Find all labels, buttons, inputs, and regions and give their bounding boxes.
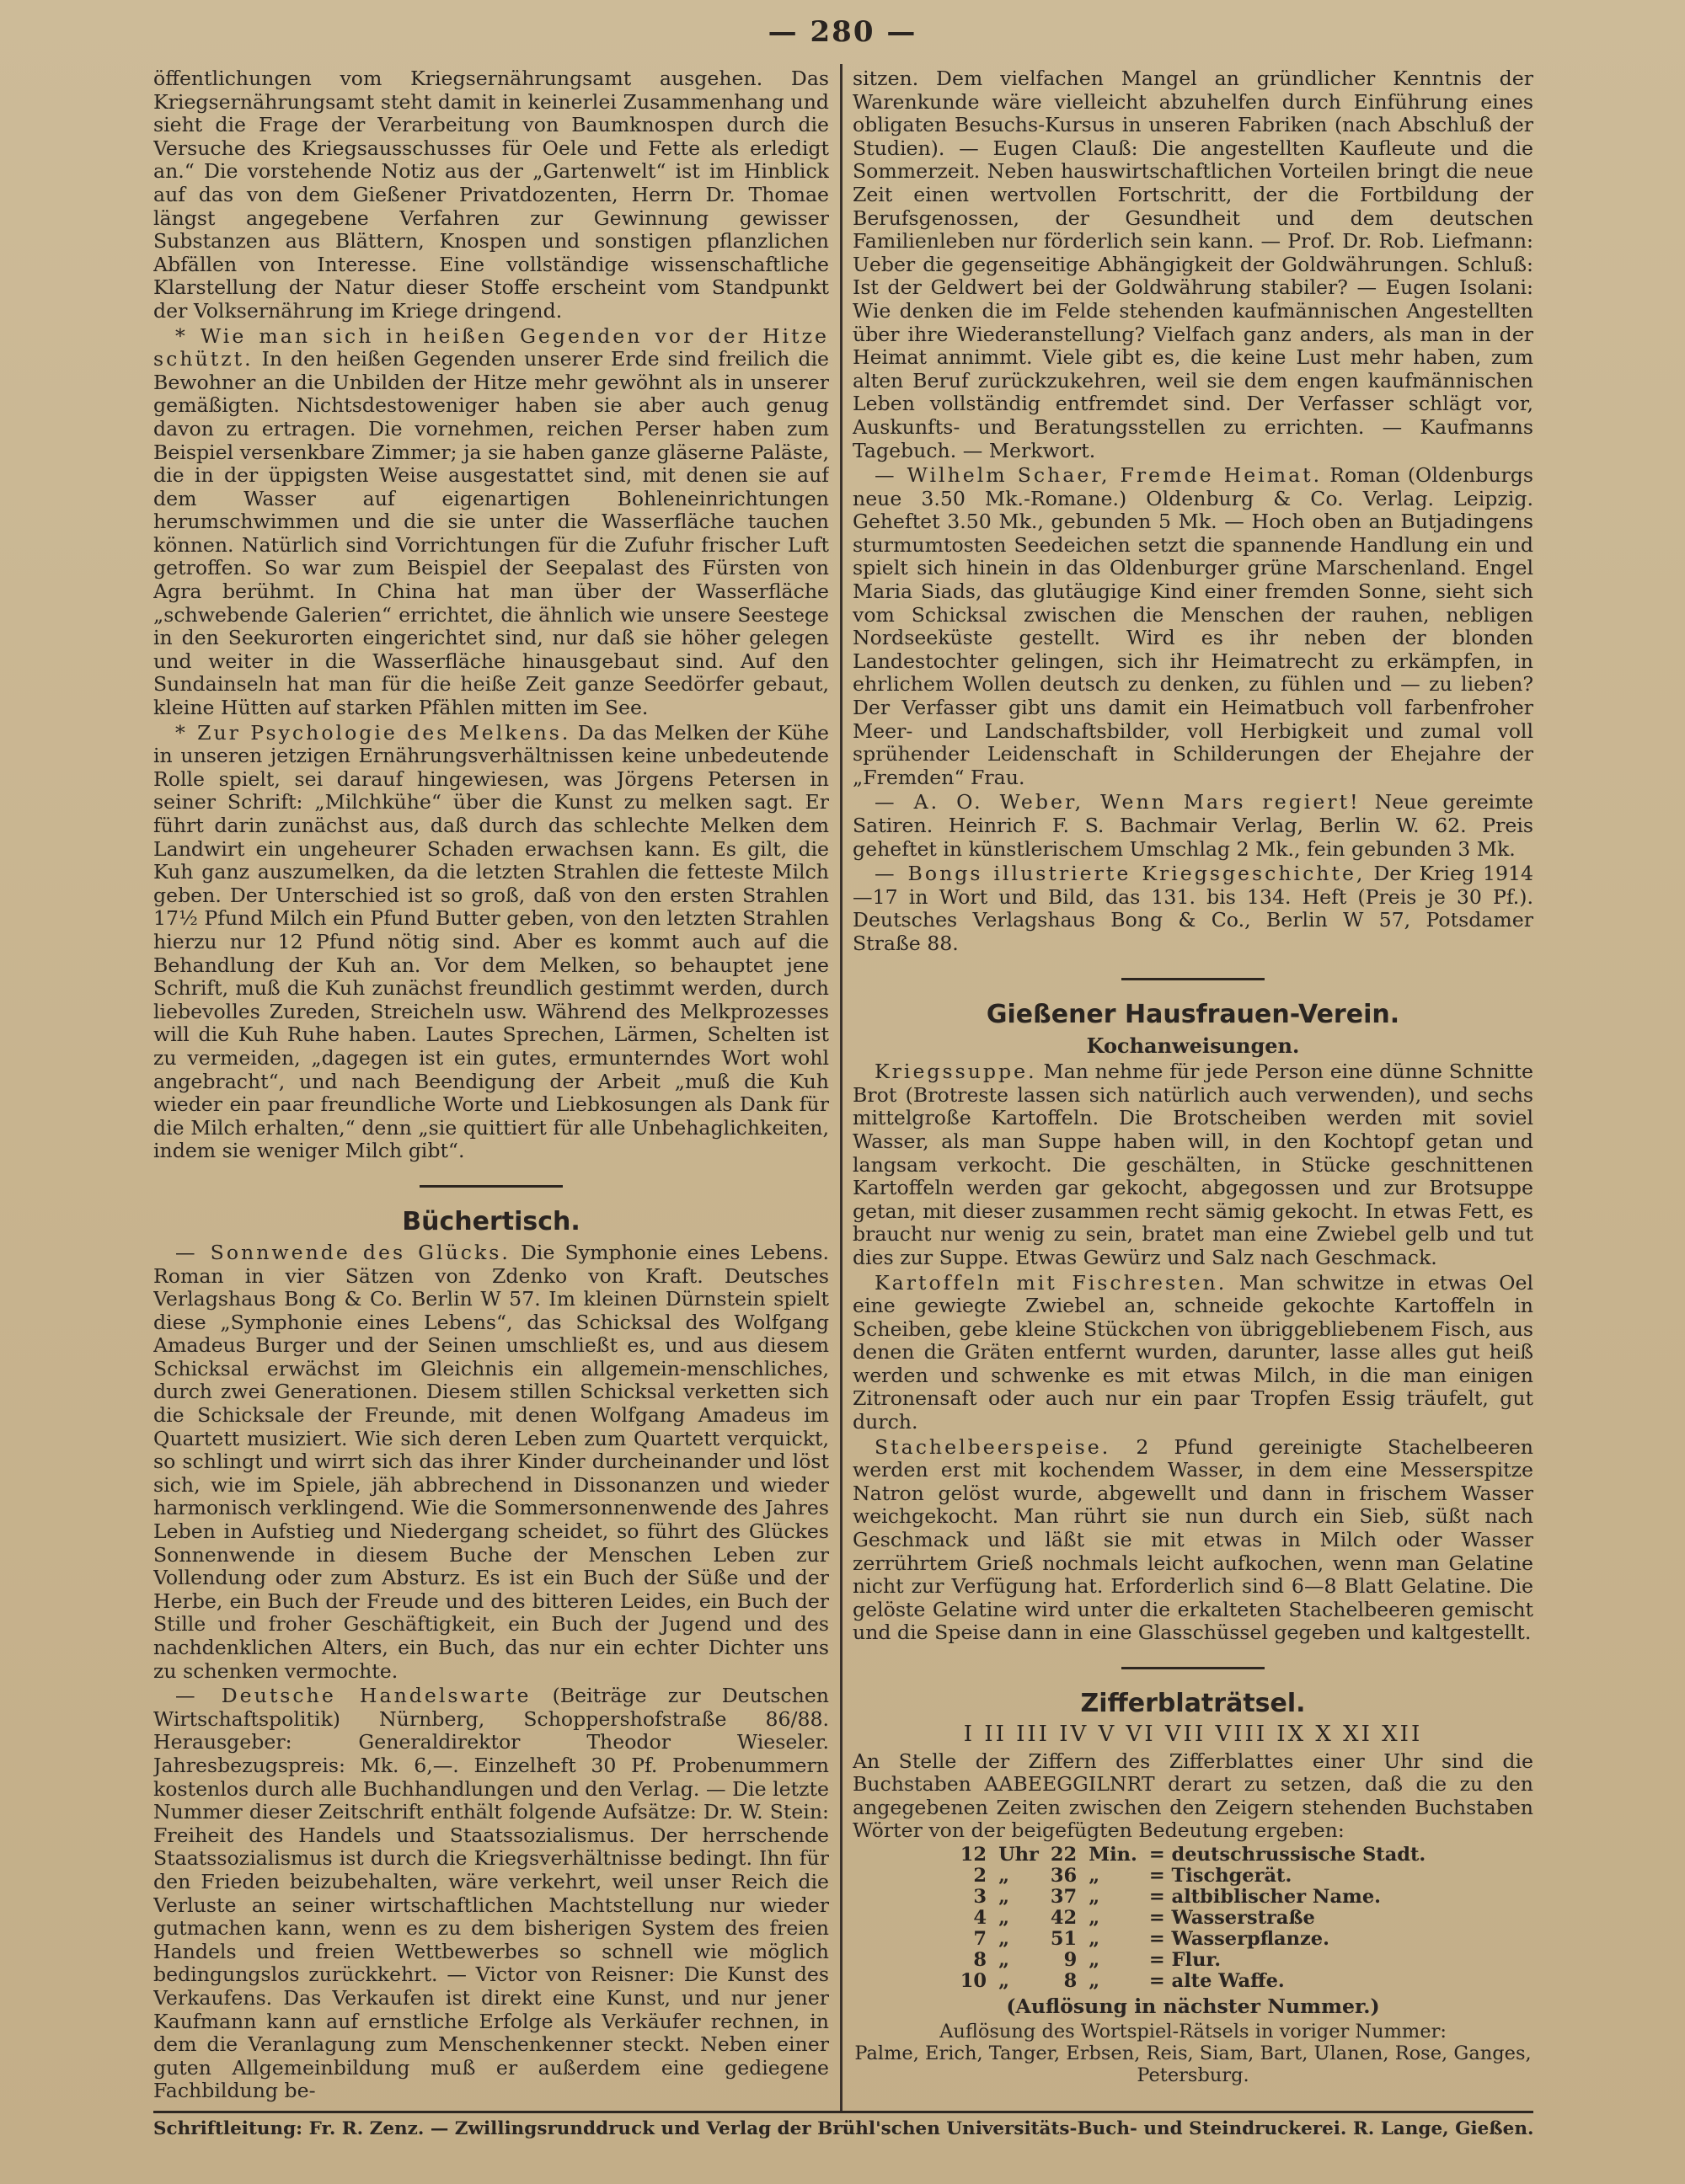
recipe-heading: Stachelbeerspeise. [875, 1434, 1111, 1459]
clue-row [955, 1887, 1431, 1908]
book-review-sonnwende [153, 1242, 829, 1683]
article-heading: * Zur Psychologie des Melkens. [175, 720, 571, 745]
recipe-gooseberry [853, 1436, 1533, 1645]
clue-row [955, 1866, 1431, 1887]
clue-m: „ [1089, 1927, 1100, 1950]
review-heading: — A. O. Weber, Wenn Mars regiert! [875, 790, 1361, 814]
review-body: (Beiträge zur Deutschen Wirtschaftspolitik) Nürnberg, Schoppershofstraße 86/88. Herausgeber: Generaldirektor Theodor Wieseler. Jahresbezugspreis: Mk. 6,—. Einzelheft 30 Pf. Probenummern kostenlos durch alle Buchhandlungen und den Verlag. — Die letzte Nummer dieser Zeitschrift enthält folgende Aufsätze: Dr. W. Stein: Freiheit des Handels und Staatssozialismus. Der herrschende Staatssozialismus ist durch die Kriegsverhältnisse bedingt. Ihn für den Frieden beizubehalten, wäre verkehrt, weil unser Reich die Verluste an seiner wirtschaftlichen Machtstellung nur wieder gutmachen kann, wenn es zu dem bisherigen System des freien Handels und freien Wettbewerbes so schnell wie möglich bedingungslos zurückkehrt. — Victor von Reisner: Die Kunst des Verkaufens. Das Verkaufen ist direkt eine Kunst, und nur jener Kaufmann kann auf ernstliche Erfolge als Verkäufer rechnen, in dem die Veranlagung zum Menschenkenner steckt. Neben einer guten Allgemeinbildung muß er außerdem eine gediegene Fachbildung be- [153, 1684, 829, 2103]
footer-rule [153, 2111, 1533, 2113]
clue-row [955, 1929, 1431, 1950]
clue-h: „ [998, 1948, 1010, 1971]
clue-h: „ [998, 1906, 1010, 1929]
clue-min: 36 [1050, 1864, 1078, 1887]
article-body: In den heißen Gegenden unserer Erde sind freilich die Bewohner an die Unbilden der Hitze mehr gewöhnt als in unserer gemäßigten. Nichtsdestoweniger haben sie aber auch genug davon zu ertragen. Die vornehmen, reichen Perser haben zum Beispiel versenkbare Zimmer; ja sie haben ganze gläserne Paläste, die in der üppigsten Weise ausgestattet sind, mit denen sie auf dem Wasser auf eigenartigen Bohleneinrichtungen herumschwimmen und die sie unter die Wasserfläche tauchen können. Natürlich sind Vorrichtungen für die Zufuhr frischer Luft getroffen. So war zum Beispiel der Seepalast des Fürsten von Agra berühmt. In China hat man über der Wasserfläche „schwebende Galerien“ errichtet, die ähnlich wie unsere Seestege in den Seekurorten eingerichtet sind, nur daß sie höher gelegen und weiter in die Wasserfläche hinausgebaut sind. Auf den Sundainseln hat man für die heiße Zeit ganze Seedörfer gebaut, kleine Hütten auf starken Pfählen mitten im See. [153, 347, 829, 720]
section-divider [1121, 1667, 1265, 1669]
clue-m: „ [1089, 1864, 1100, 1887]
recipe-body: Man nehme für jede Person eine dünne Schnitte Brot (Brotreste lassen sich natürlich auch verwenden), und sechs mittelgroße Kartoffeln. Die Brotscheiben werden mit soviel Wasser, als man Suppe haben will, in den Kochtopf getan und langsam verkocht. Die geschälten, in Stücke geschnittenen Kartoffeln werden gar gekocht, abgegossen und zur Brotsuppe getan, mit dieser zusammen recht sämig gekocht. In etwas Fett, es braucht nur wenig zu sein, bratet man eine Zwiebel gelb und tut dies zur Suppe. Etwas Gewürz und Salz nach Geschmack. [853, 1060, 1533, 1269]
previous-solution [853, 2021, 1533, 2086]
book-review-handelswarte [153, 1685, 829, 2103]
clue-min: 37 [1050, 1885, 1078, 1908]
clue-min: 22 [1050, 1843, 1078, 1866]
clue-h: „ [998, 1969, 1010, 1992]
review-heading: — Bongs illustrierte Kriegsgeschichte, [875, 862, 1366, 886]
clue-meaning: = altbiblischer Name. [1148, 1885, 1382, 1908]
clue-h: Uhr [998, 1843, 1039, 1866]
clue-h: „ [998, 1864, 1010, 1887]
left-column [153, 67, 829, 2125]
clue-meaning: = Tischgerät. [1148, 1864, 1292, 1887]
clue-hour: 3 [973, 1885, 987, 1908]
clue-meaning: = deutschrussische Stadt. [1148, 1843, 1426, 1866]
book-review-wenn-mars [853, 791, 1533, 861]
clue-m: „ [1089, 1948, 1100, 1971]
page-number: — 280 — [768, 15, 917, 49]
riddle-title: Zifferblaträtsel. [1080, 1689, 1306, 1718]
riddle-instructions: An Stelle der Ziffern des Zifferblattes einer Uhr sind die Buchstaben AABEEGGILNRT derart zu setzen, daß die zu den angegebenen Zeiten zwischen den Zeigern stehenden Buchstaben Wörter von der beigefügten Bedeutung ergeben: [853, 1749, 1533, 1843]
riddle-note: (Auflösung in nächster Nummer.) [1006, 1994, 1380, 2018]
review-body: Roman (Oldenburgs neue 3.50 Mk.-Romane.) Oldenburg & Co. Verlag. Leipzig. Geheftet 3.50 Mk., gebunden 5 Mk. — Hoch oben an Butjadingens sturmumtosten Seedeichen setzt die spannende Handlung ein und spielt sich hinein in das Oldenburger grüne Marschenland. Engel Maria Siads, das glutäugige Kind einer fremden Sonne, sieht sich vom Schicksal zwischen die Menschen der rauhen, nebligen Nordseeküste gestellt. Wird es ihr neben der blonden Landestochter gelingen, sich ihr Heimatrecht zu erkämpfen, in ehrlichem Wollen deutsch zu denken, zu fühlen und — zu lieben? Der Verfasser gibt uns damit ein Heimatbuch voll farbenfroher Meer- und Landschaftsbilder, voll Herbigkeit und zumal voll sprühender Leidenschaft in Schilderungen der Ehejahre der „Fremden“ Frau. [853, 463, 1533, 789]
clue-meaning: = alte Waffe. [1148, 1969, 1285, 1992]
review-heading: — Wilhelm Schaer, Fremde Heimat. [875, 463, 1323, 488]
article-milking [153, 722, 829, 1163]
roman-numerals: I II III IV V VI VII VIII IX X XI XII [963, 1722, 1423, 1747]
clue-h: „ [998, 1927, 1010, 1950]
clue-min: 8 [1063, 1969, 1078, 1992]
recipe-potatoes-fish [853, 1272, 1533, 1434]
clue-m: Min. [1089, 1843, 1137, 1866]
clue-hour: 4 [973, 1906, 987, 1929]
clue-hour: 7 [973, 1927, 987, 1950]
book-review-fremde-heimat [853, 464, 1533, 789]
review-body: Die Symphonie eines Lebens. Roman in vier Sätzen von Zdenko von Kraft. Deutsches Verlagshaus Bong & Co. Berlin W 57. Im kleinen Dürnstein spielt diese „Symphonie eines Lebens“, das Schicksal des Wolfgang Amadeus Burger und der Seinen umschließt es, und aus diesem Schicksal erwächst im Gleichnis ein allgemein-menschliches, durch zwei Generationen. Diesem stillen Schicksal verketten sich die Schicksale der Freunde, mit denen Wolfgang Amadeus im Quartett musiziert. Wie sich deren Leben zum Quartett verquickt, so schlingt und wirrt sich das ihrer Kinder durcheinander und löst sich, wie im Spiele, jäh abbrechend in Dissonanzen und wieder harmonisch verklingend. Wie die Sommersonnenwende des Jahres Leben in Aufstieg und Niedergang scheidet, so führt des Glückes Sonnenwende in diesem Buche der Menschen Leben zur Vollendung oder zum Absturz. Es ist ein Buch der Süße und der Herbe, ein Buch der Freude und des bitteren Leides, ein Buch der Stille und froher Geschäftigkeit, ein Buch der Jugend und des nachdenklichen Alters, ein Buch, das nur ein echter Dichter uns zu schenken vermochte. [153, 1240, 829, 1683]
clue-row [955, 1908, 1431, 1929]
book-review-kriegsgeschichte [853, 862, 1533, 955]
recipe-heading: Kartoffeln mit Fischresten. [875, 1270, 1228, 1295]
review-heading: — Sonnwende des Glücks. [175, 1240, 511, 1264]
review-body: Der Krieg 1914—17 in Wort und Bild, das 131. bis 134. Heft (Preis je 30 Pf.). Deutsches Verlagshaus Bong & Co., Berlin W 57, Potsdamer Straße 88. [853, 862, 1533, 955]
recipe-war-soup [853, 1060, 1533, 1269]
clue-meaning: = Wasserstraße [1148, 1906, 1315, 1929]
article-heat-protection [153, 325, 829, 720]
clue-m: „ [1089, 1969, 1100, 1992]
clue-m: „ [1089, 1906, 1100, 1929]
clue-meaning: = Flur. [1148, 1948, 1222, 1971]
review-continuation: sitzen. Dem vielfachen Mangel an gründlicher Kenntnis der Warenkunde wäre vielleicht abzuhelfen durch Einführung eines obligaten Besuchs-Kursus in unseren Fabriken (nach Abschluß der Studien). — Eugen Clauß: Die angestellten Kaufleute und die Sommerzeit. Neben hauswirtschaftlichen Vorteilen bringt die neue Zeit einen wertvollen Fortschritt, der die Fortbildung der Berufsgenossen, der Gesundheit und dem deutschen Familienleben nur förderlich sein kann. — Prof. Dr. Rob. Liefmann: Ueber die gegenseitige Abhängigkeit der Goldwährungen. Schluß: Ist der Geldwert bei der Goldwährung stabiler? — Eugen Isolani: Wie denken die im Felde stehenden kaufmännischen Angestellten über ihre Wiederanstellung? Vielfach ganz anders, als man in der Heimat annimmt. Viele gibt es, die keine Lust mehr haben, zum alten Beruf zurückzukehren, weil sie dem engen kaufmännischen Leben vollständig entfremdet sind. Der Verfasser schlägt vor, Auskunfts- und Beratungsstellen zu errichten. — Kaufmanns Tagebuch. — Merkwort. [853, 67, 1533, 462]
clue-hour: 8 [973, 1948, 987, 1971]
clue-meaning: = Wasserpflanze. [1148, 1927, 1329, 1950]
solution-label: Auflösung des Wortspiel-Rätsels in voriger Nummer: [939, 2020, 1447, 2042]
review-heading: — Deutsche Handelswarte [175, 1684, 532, 1708]
clue-min: 9 [1063, 1948, 1078, 1971]
club-section-title: Gießener Hausfrauen-Verein. [986, 999, 1400, 1029]
recipes-subtitle: Kochanweisungen. [1086, 1033, 1300, 1058]
clue-hour: 10 [960, 1969, 987, 1992]
clue-m: „ [1089, 1885, 1100, 1908]
clue-hour: 12 [960, 1843, 987, 1866]
review-body: Neue gereimte Satiren. Heinrich F. S. Bachmair Verlag, Berlin W. 62. Preis geheftet in künstlerischem Umschlag 2 Mk., fein gebunden 3 Mk. [853, 790, 1533, 861]
column-divider [840, 64, 842, 2111]
clue-row [955, 1971, 1431, 1992]
section-divider [1121, 978, 1265, 980]
imprint-footer: Schriftleitung: Fr. R. Zenz. — Zwillingsrunddruck und Verlag der Brühl'schen Universitäts-Buch- und Steindruckerei. R. Lange, Gießen. [153, 2118, 1533, 2139]
solution-text: Palme, Erich, Tanger, Erbsen, Reis, Siam, Bart, Ulanen, Rose, Ganges, Petersburg. [854, 2042, 1532, 2086]
clue-row [955, 1950, 1431, 1971]
recipe-body: Man schwitze in etwas Oel eine gewiegte Zwiebel an, schneide gekochte Kartoffeln in Scheiben, gebe kleine Stückchen von übriggebliebenem Fisch, aus denen die Gräten entfernt wurden, darunter, lasse alles gut heiß werden und schwenke es mit etwas Milch, in die man einigen Zitronensaft oder auch nur ein paar Tropfen Essig träufelt, gut durch. [853, 1270, 1533, 1434]
article-heading: * Wie man sich in heißen Gegenden vor der Hitze schützt. [153, 323, 829, 371]
clue-row [955, 1845, 1431, 1866]
books-section-title: Büchertisch. [402, 1206, 580, 1236]
recipe-body: 2 Pfund gereinigte Stachelbeeren werden erst mit kochendem Wasser, in dem eine Messerspitze Natron gelöst wurde, abgewellt und dann in frischem Wasser weichgekocht. Man rührt sie nun durch ein Sieb, süßt nach Geschmack und läßt sie mit etwas in Milch oder Wasser zerrührtem Grieß nochmals leicht aufkochen, wenn man Gelatine nicht zur Verfügung hat. Erforderlich sind 6—8 Blatt Gelatine. Die gelöste Gelatine wird unter die erkalteten Stachelbeeren gemischt und die Speise dann in eine Glasschüssel gegeben und kaltgestellt. [853, 1434, 1533, 1645]
clue-hour: 2 [973, 1864, 987, 1887]
riddle-clues-table [955, 1845, 1431, 1992]
clue-min: 42 [1050, 1906, 1078, 1929]
section-divider [420, 1185, 563, 1188]
clue-min: 51 [1050, 1927, 1078, 1950]
article-continuation: öffentlichungen vom Kriegsernährungsamt ausgehen. Das Kriegsernährungsamt steht damit in keinerlei Zusammenhang und sieht die Frage der Verarbeitung von Baumknospen durch die Versuche des Kriegsausschusses für Oele und Fette als erledigt an.“ Die vorstehende Notiz aus der „Gartenwelt“ ist im Hinblick auf das von dem Gießener Privatdozenten, Herrn Dr. Thomae längst angegebene Verfahren zur Gewinnung gewisser Substanzen aus Blättern, Knospen und sonstigen pflanzlichen Abfällen von Interesse. Eine vollständige wissenschaftliche Klarstellung der Natur dieser Stoffe erscheint vom Standpunkt der Volksernährung im Kriege dringend. [153, 67, 829, 323]
right-column [853, 67, 1533, 2125]
recipe-heading: Kriegssuppe. [875, 1060, 1037, 1084]
clue-h: „ [998, 1885, 1010, 1908]
article-body: Da das Melken der Kühe in unseren jetzigen Ernährungsverhältnissen keine unbedeutende Rolle spielt, sei darauf hingewiesen, was Jörgens Petersen in seiner Schrift: „Milchkühe“ über die Kunst zu melken sagt. Er führt darin zunächst aus, daß durch das schlechte Melken dem Landwirt ein ungeheurer Schaden erwachsen kann. Es gilt, die Kuh ganz auszumelken, da die letzten Strahlen die fetteste Milch geben. Der Unterschied ist so groß, daß von den ersten Strahlen 17½ Pfund Milch ein Pfund Butter geben, von den letzten Strahlen hierzu nur 12 Pfund nötig sind. Aber es kommt auch auf die Behandlung der Kuh an. Vor dem Melken, so behauptet jene Schrift, muß die Kuh zunächst freundlich gestimmt werden, durch liebevolles Zureden, Streicheln usw. Während des Melkprozesses will die Kuh Ruhe haben. Lautes Sprechen, Lärmen, Schelten ist zu vermeiden, „dagegen ist ein gutes, ermunterndes Wort wohl angebracht“, und nach Beendigung der Arbeit „muß die Kuh wieder ein paar freundliche Worte und Liebkosungen als Dank für die Milch erhalten,“ denn „sie quittiert für alle Unbehaglichkeiten, indem sie weniger Milch gibt“. [153, 720, 829, 1163]
